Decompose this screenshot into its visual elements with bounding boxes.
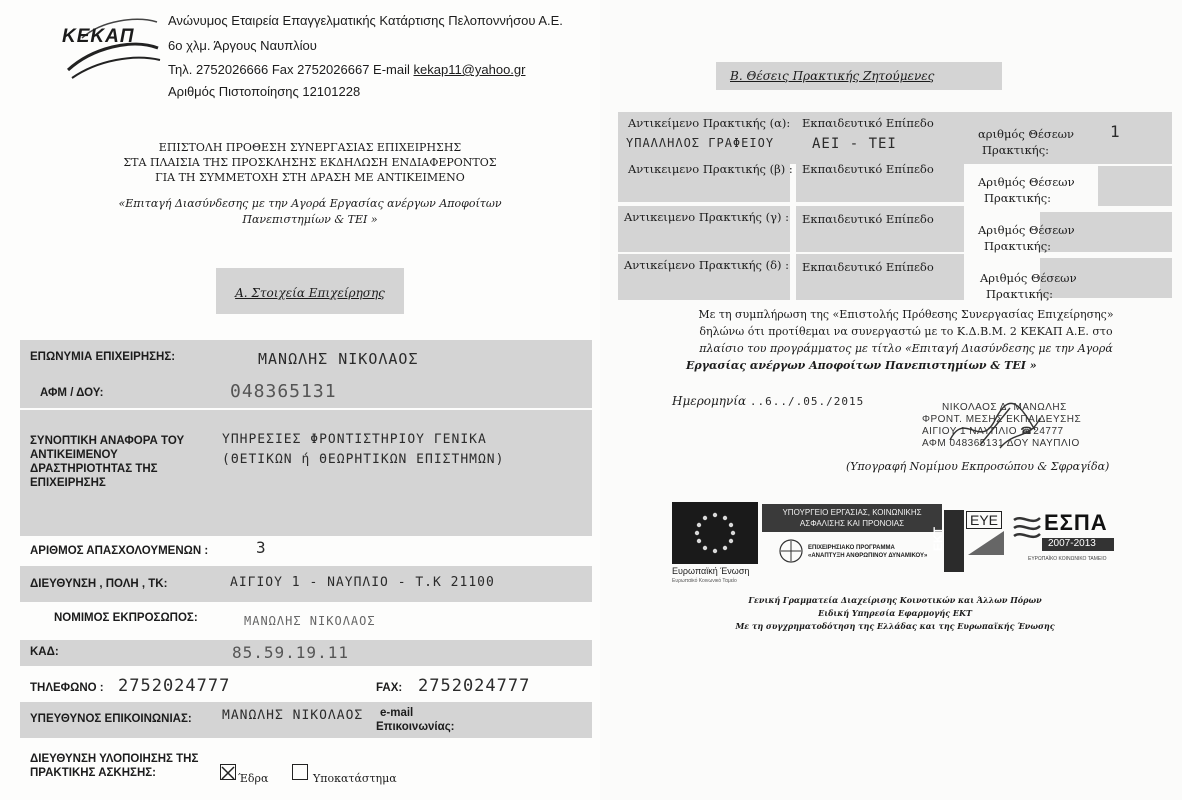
footer [660,594,1130,633]
letter-subtitle [80,196,540,228]
statement-line: δηλώνω ότι προτίθεμαι να συνεργαστώ με το Κ.Δ.Β.Μ. 2 ΚΕΚΑΠ Α.Ε. στο [699,325,1113,338]
check-mark-icon [221,766,235,780]
espa-logo: ΕΣΠΑ 2007-2013 ΕΥΡΩΠΑΪΚΟ ΚΟΙΝΩΝΙΚΟ ΤΑΜΕΙΟ [1012,510,1116,568]
company-name: Ανώνυμος Εταιρεία Επαγγελματικής Κατάρτισης Πελοποννήσου Α.Ε. [168,13,563,28]
row-c-level-label: Εκπαιδευτικό Επίπεδο [802,212,934,226]
value-kad: 85.59.19.11 [232,643,349,662]
value-contact: ΜΑΝΩΛΗΣ ΝΙΚΟΛΑΟΣ [222,708,364,723]
letter-title-line: ΣΤΑ ΠΛΑΙΣΙΑ ΤΗΣ ΠΡΟΣΚΛΗΣΗΣ ΕΚΔΗΛΩΣΗ ΕΝΔΙΑΦΕΡΟΝΤΟΣ [123,156,497,169]
eye-wing-icon [966,529,1006,557]
row-b-level-label: Εκπαιδευτικό Επίπεδο [802,162,934,176]
signature-caption: (Υπογραφή Νομίμου Εκπροσώπου & Σφραγίδα) [846,460,1110,473]
date-value: ..6../.05./2015 [749,395,865,408]
practice-row-b-count [1098,166,1172,206]
row-a-positions-value: 1 [1110,122,1121,141]
row-a-level-value: ΑΕΙ - ΤΕΙ [812,136,897,152]
eu-stars-icon [672,502,758,564]
label-practice-address: ΔΙΕΥΘΥΝΣΗ ΥΛΟΠΟΙΗΣΗΣ ΤΗΣ ΠΡΑΚΤΙΚΗΣ ΑΣΚΗΣΗΣ: [30,753,199,779]
footer-line: Με τη συγχρηματοδότηση της Ελλάδας και της Ευρωπαϊκής Ένωσης [735,621,1055,631]
label-contact: ΥΠΕΥΘΥΝΟΣ ΕΠΙΚΟΙΝΩΝΙΑΣ: [30,713,192,725]
value-phone: 2752024777 [118,676,231,696]
statement-line: πλαίσιο του προγράμματος με τίτλο «Επιταγή Διασύνδεσης με την Αγορά [699,342,1113,355]
company-certification: Αριθμός Πιστοποίησης 12101228 [168,84,361,99]
row-d-level-label: Εκπαιδευτικό Επίπεδο [802,260,934,274]
footer-line: Γενική Γραμματεία Διαχείρισης Κοινοτικών και Άλλων Πόρων [748,595,1042,605]
label-email: e-mail Επικοινωνίας: [376,707,455,733]
letter-subtitle-line: Πανεπιστημίων & ΤΕΙ » [242,213,378,226]
company-address: 6ο χλμ. Άργους Ναυπλίου [168,38,317,53]
row-b-positions-label: Αριθμός Θέσεων Πρακτικής: [978,175,1075,205]
value-afm: 048365131 [230,381,337,402]
row-b-subject-label: Αντικειμενο Πρακτικής (β) : [628,162,793,176]
stamp-line: ΑΦΜ 048365131 ΔΟΥ ΝΑΥΠΛΙΟ [922,438,1080,449]
value-fax: 2752024777 [418,676,531,696]
label-employees: ΑΡΙΘΜΟΣ ΑΠΑΣΧΟΛΟΥΜΕΝΩΝ : [30,545,209,557]
stamp-line: ΝΙΚΟΛΑΟΣ Δ. ΜΑΝΩΛΗΣ [942,402,1067,413]
letter-subtitle-line: «Επιταγή Διασύνδεσης με την Αγορά Εργασίας ανέργων Αποφοίτων [118,197,502,210]
espa-wave-icon [1012,512,1042,544]
statement-line: Με τη συμπλήρωση της «Επιστολής Πρόθεσης Συνεργασίας Επιχείρησης» [698,308,1114,321]
seat-option-label: Έδρα [238,772,269,785]
letter-title [80,140,540,185]
row-c-subject-label: Αντικειμενο Πρακτικής (γ) : [624,210,789,224]
eu-subcaption: Ευρωπαϊκό Κοινωνικό Ταμείο [672,578,737,584]
seat-checkbox[interactable] [220,764,236,780]
label-address: ΔΙΕΥΘΥΝΣΗ , ΠΟΛΗ , ΤΚ: [30,578,168,590]
statement [656,306,1156,374]
label-activity: ΣΥΝΟΠΤΙΚΗ ΑΝΑΦΟΡΑ ΤΟΥ ΑΝΤΙΚΕΙΜΕΝΟΥ ΔΡΑΣΤΗΡΙΟΤΗΤΑΣ ΤΗΣ ΕΠΙΧΕΙΡΗΣΗΣ [30,435,185,489]
right-page [600,0,1182,800]
label-representative: ΝΟΜΙΜΟΣ ΕΚΠΡΟΣΩΠΟΣ: [54,612,198,624]
footer-line: Ειδική Υπηρεσία Εφαρμογής ΕΚΤ [818,608,972,618]
value-address: ΑΙΓΙΟΥ 1 - ΝΑΥΠΛΙΟ - Τ.Κ 21100 [230,575,495,590]
company-contacts [168,62,525,77]
ministry-text: ΥΠΟΥΡΓΕΙΟ ΕΡΓΑΣΙΑΣ, ΚΟΙΝΩΝΙΚΗΣ ΑΣΦΑΛΙΣΗΣ ΚΑΙ ΠΡΟΝΟΙΑΣ [782,508,922,528]
label-phone: ΤΗΛΕΦΩΝΟ : [30,682,104,694]
label-fax: FAX: [376,682,403,694]
letter-title-line: ΓΙΑ ΤΗ ΣΥΜΜΕΤΟΧΗ ΣΤΗ ΔΡΑΣΗ ΜΕ ΑΝΤΙΚΕΙΜΕΝΟ [155,171,465,184]
value-employees: 3 [256,538,267,557]
label-company-name: ΕΠΩΝΥΜΙΑ ΕΠΙΧΕΙΡΗΣΗΣ: [30,351,176,363]
stamp-line: ΦΡΟΝΤ. ΜΕΣΗΣ ΕΚΠΑΙΔΕΥΣΗΣ [922,414,1082,425]
letter-title-line: ΕΠΙΣΤΟΛΗ ΠΡΟΘΕΣΗ ΣΥΝΕΡΓΑΣΙΑΣ ΕΠΙΧΕΙΡΗΣΗΣ [158,141,462,154]
kekap-logo [62,8,162,80]
eye-logo: ΕΥΕ [966,510,1008,562]
logo-text: ΚΕΚΑΠ [62,26,135,47]
statement-line: Εργασίας ανέργων Αποφοίτων Πανεπιστημίων & ΤΕΙ » [686,359,1037,372]
ekt-logo: ΕΚΤ [944,510,964,572]
row-a-subject-label: Αντικείμενο Πρακτικής (α): [628,116,791,130]
program-text: ΕΠΙΧΕΙΡΗΣΙΑΚΟ ΠΡΟΓΡΑΜΜΑ «ΑΝΑΠΤΥΞΗ ΑΝΘΡΩΠΙΝΟΥ ΔΥΝΑΜΙΚΟΥ» [808,545,928,559]
eu-caption: Ευρωπαϊκή Ένωση [672,566,750,576]
label-afm: ΑΦΜ / ΔΟΥ: [40,387,104,399]
stamp-line: ΑΙΓΙΟΥ 1 ΝΑΥΠΛΙΟ ☎24777 [922,426,1064,437]
value-activity: ΥΠΗΡΕΣΙΕΣ ΦΡΟΝΤΙΣΤΗΡΙΟΥ ΓΕΝΙΚΑ (ΘΕΤΙΚΩΝ ή ΘΕΩΡΗΤΙΚΩΝ ΕΠΙΣΤΗΜΩΝ) [222,432,505,467]
section-a-heading: Α. Στοιχεία Επιχείρησης [216,268,404,314]
branch-option-label: Υποκατάστημα [313,772,397,785]
label-kad: ΚΑΔ: [30,646,59,658]
date-label: Ημερομηνία [672,394,747,408]
contact-prefix: Τηλ. 2752026666 Fax 2752026667 E-mail [168,62,414,77]
program-emblem-icon [778,538,804,564]
section-b-heading: Β. Θέσεις Πρακτικής Ζητούμενες [716,62,1002,90]
date-line [672,394,864,408]
row-a-subject-value: ΥΠΑΛΛΗΛΟΣ ΓΡΑΦΕΙΟΥ [626,136,775,150]
row-d-subject-label: Αντικείμενο Πρακτικής (δ) : [624,258,790,272]
value-company-name: ΜΑΝΩΛΗΣ ΝΙΚΟΛΑΟΣ [258,350,419,368]
row-d-positions-label: Αριθμός Θέσεων Πρακτικής: [980,271,1077,301]
row-c-positions-label: Αριθμός Θέσεων Πρακτικής: [978,223,1075,253]
branch-checkbox[interactable] [292,764,308,780]
value-representative: ΜΑΝΩΛΗΣ ΝΙΚΟΛΑΟΣ [244,614,376,628]
row-a-level-label: Εκπαιδευτικό Επίπεδο [802,116,934,130]
signature-scribble-icon [940,400,1050,455]
company-email-link[interactable]: kekap11@yahoo.gr [413,62,526,77]
row-a-positions-label: αριθμός Θέσεων Πρακτικής: [978,127,1075,157]
eu-flag-logo [672,502,758,564]
